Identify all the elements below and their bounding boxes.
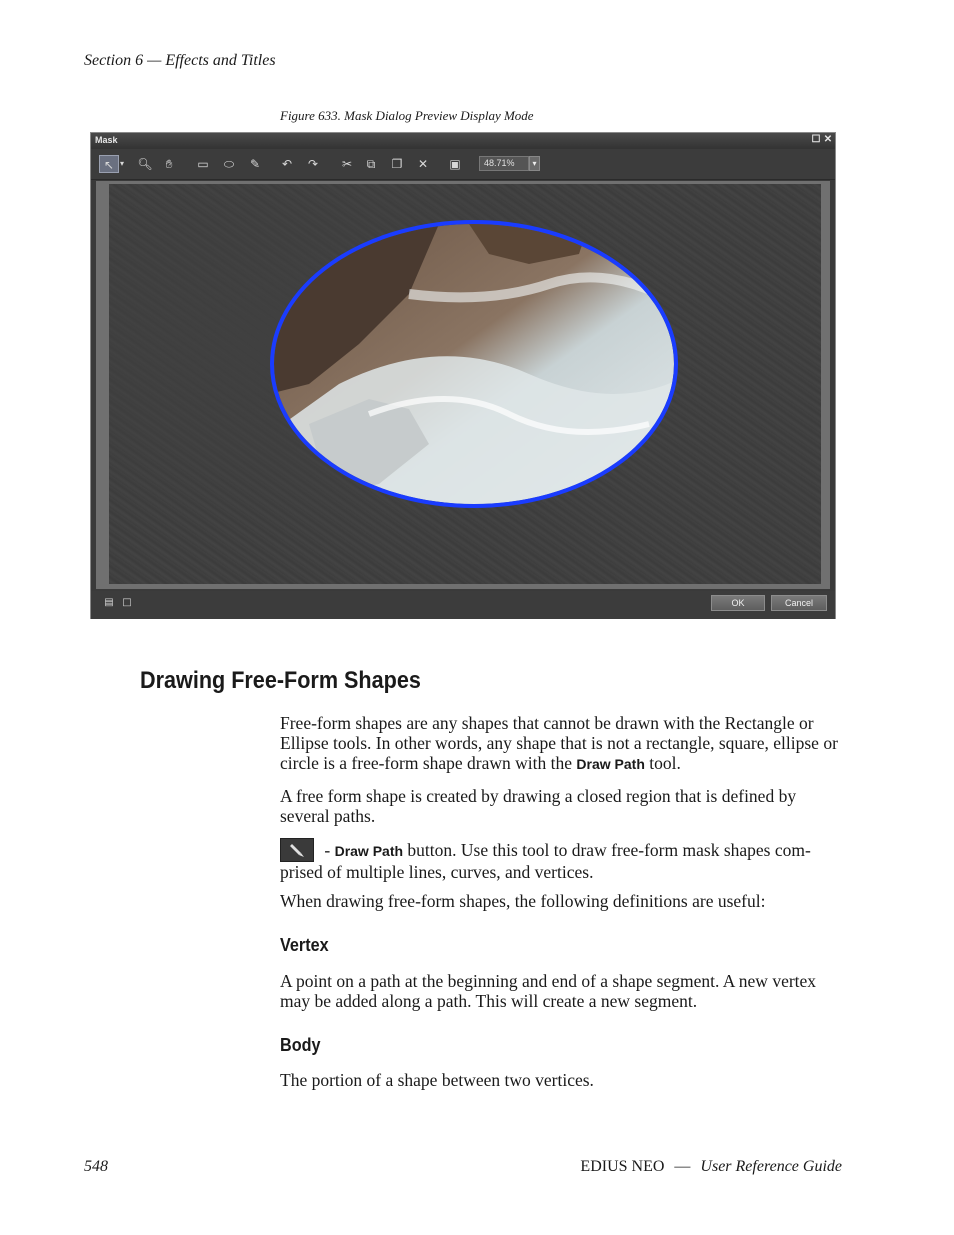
draw-path-term-2: Draw Path xyxy=(334,843,404,859)
paste-icon[interactable]: ❐ xyxy=(391,157,403,171)
preview-mode-icon[interactable]: □ xyxy=(122,597,132,608)
paragraph-intro xyxy=(280,713,840,774)
redo-icon[interactable]: ↷ xyxy=(307,157,319,171)
running-footer xyxy=(580,1158,842,1176)
chevron-down-icon[interactable]: ▾ xyxy=(119,159,124,168)
ok-button[interactable]: OK xyxy=(711,595,765,611)
zoom-icon[interactable]: 🔍︎ xyxy=(137,157,153,171)
body-heading: Body xyxy=(280,1035,321,1055)
maximize-icon[interactable]: ☐ xyxy=(811,134,821,145)
ellipse-icon[interactable]: ⬭ xyxy=(223,157,235,171)
paragraph-closed-region: A free form shape is created by drawing a closed region that is defined by several paths. xyxy=(280,786,797,826)
preview-canvas xyxy=(109,184,821,584)
zoom-level-field[interactable]: 48.71% xyxy=(479,156,529,171)
dialog-footer xyxy=(91,591,835,619)
hand-icon[interactable]: ✋︎ xyxy=(165,157,173,171)
draw-path-icon xyxy=(280,838,314,862)
cancel-button[interactable]: Cancel xyxy=(771,595,827,611)
footer-separator: — xyxy=(674,1158,691,1175)
mask-dialog-screenshot xyxy=(90,132,836,619)
masked-water-image xyxy=(109,184,821,584)
dialog-title: Mask xyxy=(95,135,118,145)
undo-icon[interactable]: ↶ xyxy=(281,157,293,171)
paragraph-draw-path-button xyxy=(280,838,840,882)
delete-icon[interactable]: ✕ xyxy=(417,157,429,171)
section-title: Drawing Free-Form Shapes xyxy=(140,667,421,694)
close-icon[interactable]: ✕ xyxy=(823,134,833,145)
page-number: 548 xyxy=(84,1158,108,1175)
product-name: EDIUS NEO xyxy=(580,1158,665,1175)
vertex-definition: A point on a path at the beginning and end of a shape segment. A new vertex may be added along a path. This will create a new segment. xyxy=(280,971,817,1011)
draw-path-icon[interactable]: ✎ xyxy=(249,157,261,171)
vertex-heading: Vertex xyxy=(280,935,329,955)
guide-title: User Reference Guide xyxy=(700,1158,842,1175)
cut-icon[interactable]: ✂ xyxy=(341,157,353,171)
dialog-toolbar xyxy=(91,149,835,180)
paragraph-definitions: When drawing free-form shapes, the following definitions are useful: xyxy=(280,891,766,911)
figure-caption: Figure 633. Mask Dialog Preview Display Mode xyxy=(280,108,534,123)
rectangle-icon[interactable]: ▭ xyxy=(197,157,209,171)
preview-frame xyxy=(96,181,830,589)
running-header: Section 6 — Effects and Titles xyxy=(84,52,276,69)
body-definition: The portion of a shape between two vertices. xyxy=(280,1070,594,1090)
copy-icon[interactable]: ⧉ xyxy=(366,157,376,171)
zoom-dropdown-icon[interactable]: ▾ xyxy=(529,156,540,171)
display-mode-icon[interactable]: ▣ xyxy=(449,157,461,171)
dash-text: - xyxy=(320,840,335,860)
draw-path-term: Draw Path xyxy=(576,756,645,772)
select-arrow-icon[interactable]: ↖ xyxy=(99,155,119,173)
intro-text: Free-form shapes are any shapes that cannot be drawn with the Rectangle or Ellipse tools. In other words, any shape that is not a rectangle, square, ellipse or circle is a free-form shape drawn with the xyxy=(280,713,838,773)
dialog-titlebar xyxy=(91,133,835,149)
layout-toggle-icon[interactable]: ▤ xyxy=(104,597,114,608)
draw-path-description: button. Use this tool to draw free-form mask shapes com-prised of multiple lines, curves, and vertices. xyxy=(280,840,811,882)
intro-text-end: tool. xyxy=(644,753,681,773)
